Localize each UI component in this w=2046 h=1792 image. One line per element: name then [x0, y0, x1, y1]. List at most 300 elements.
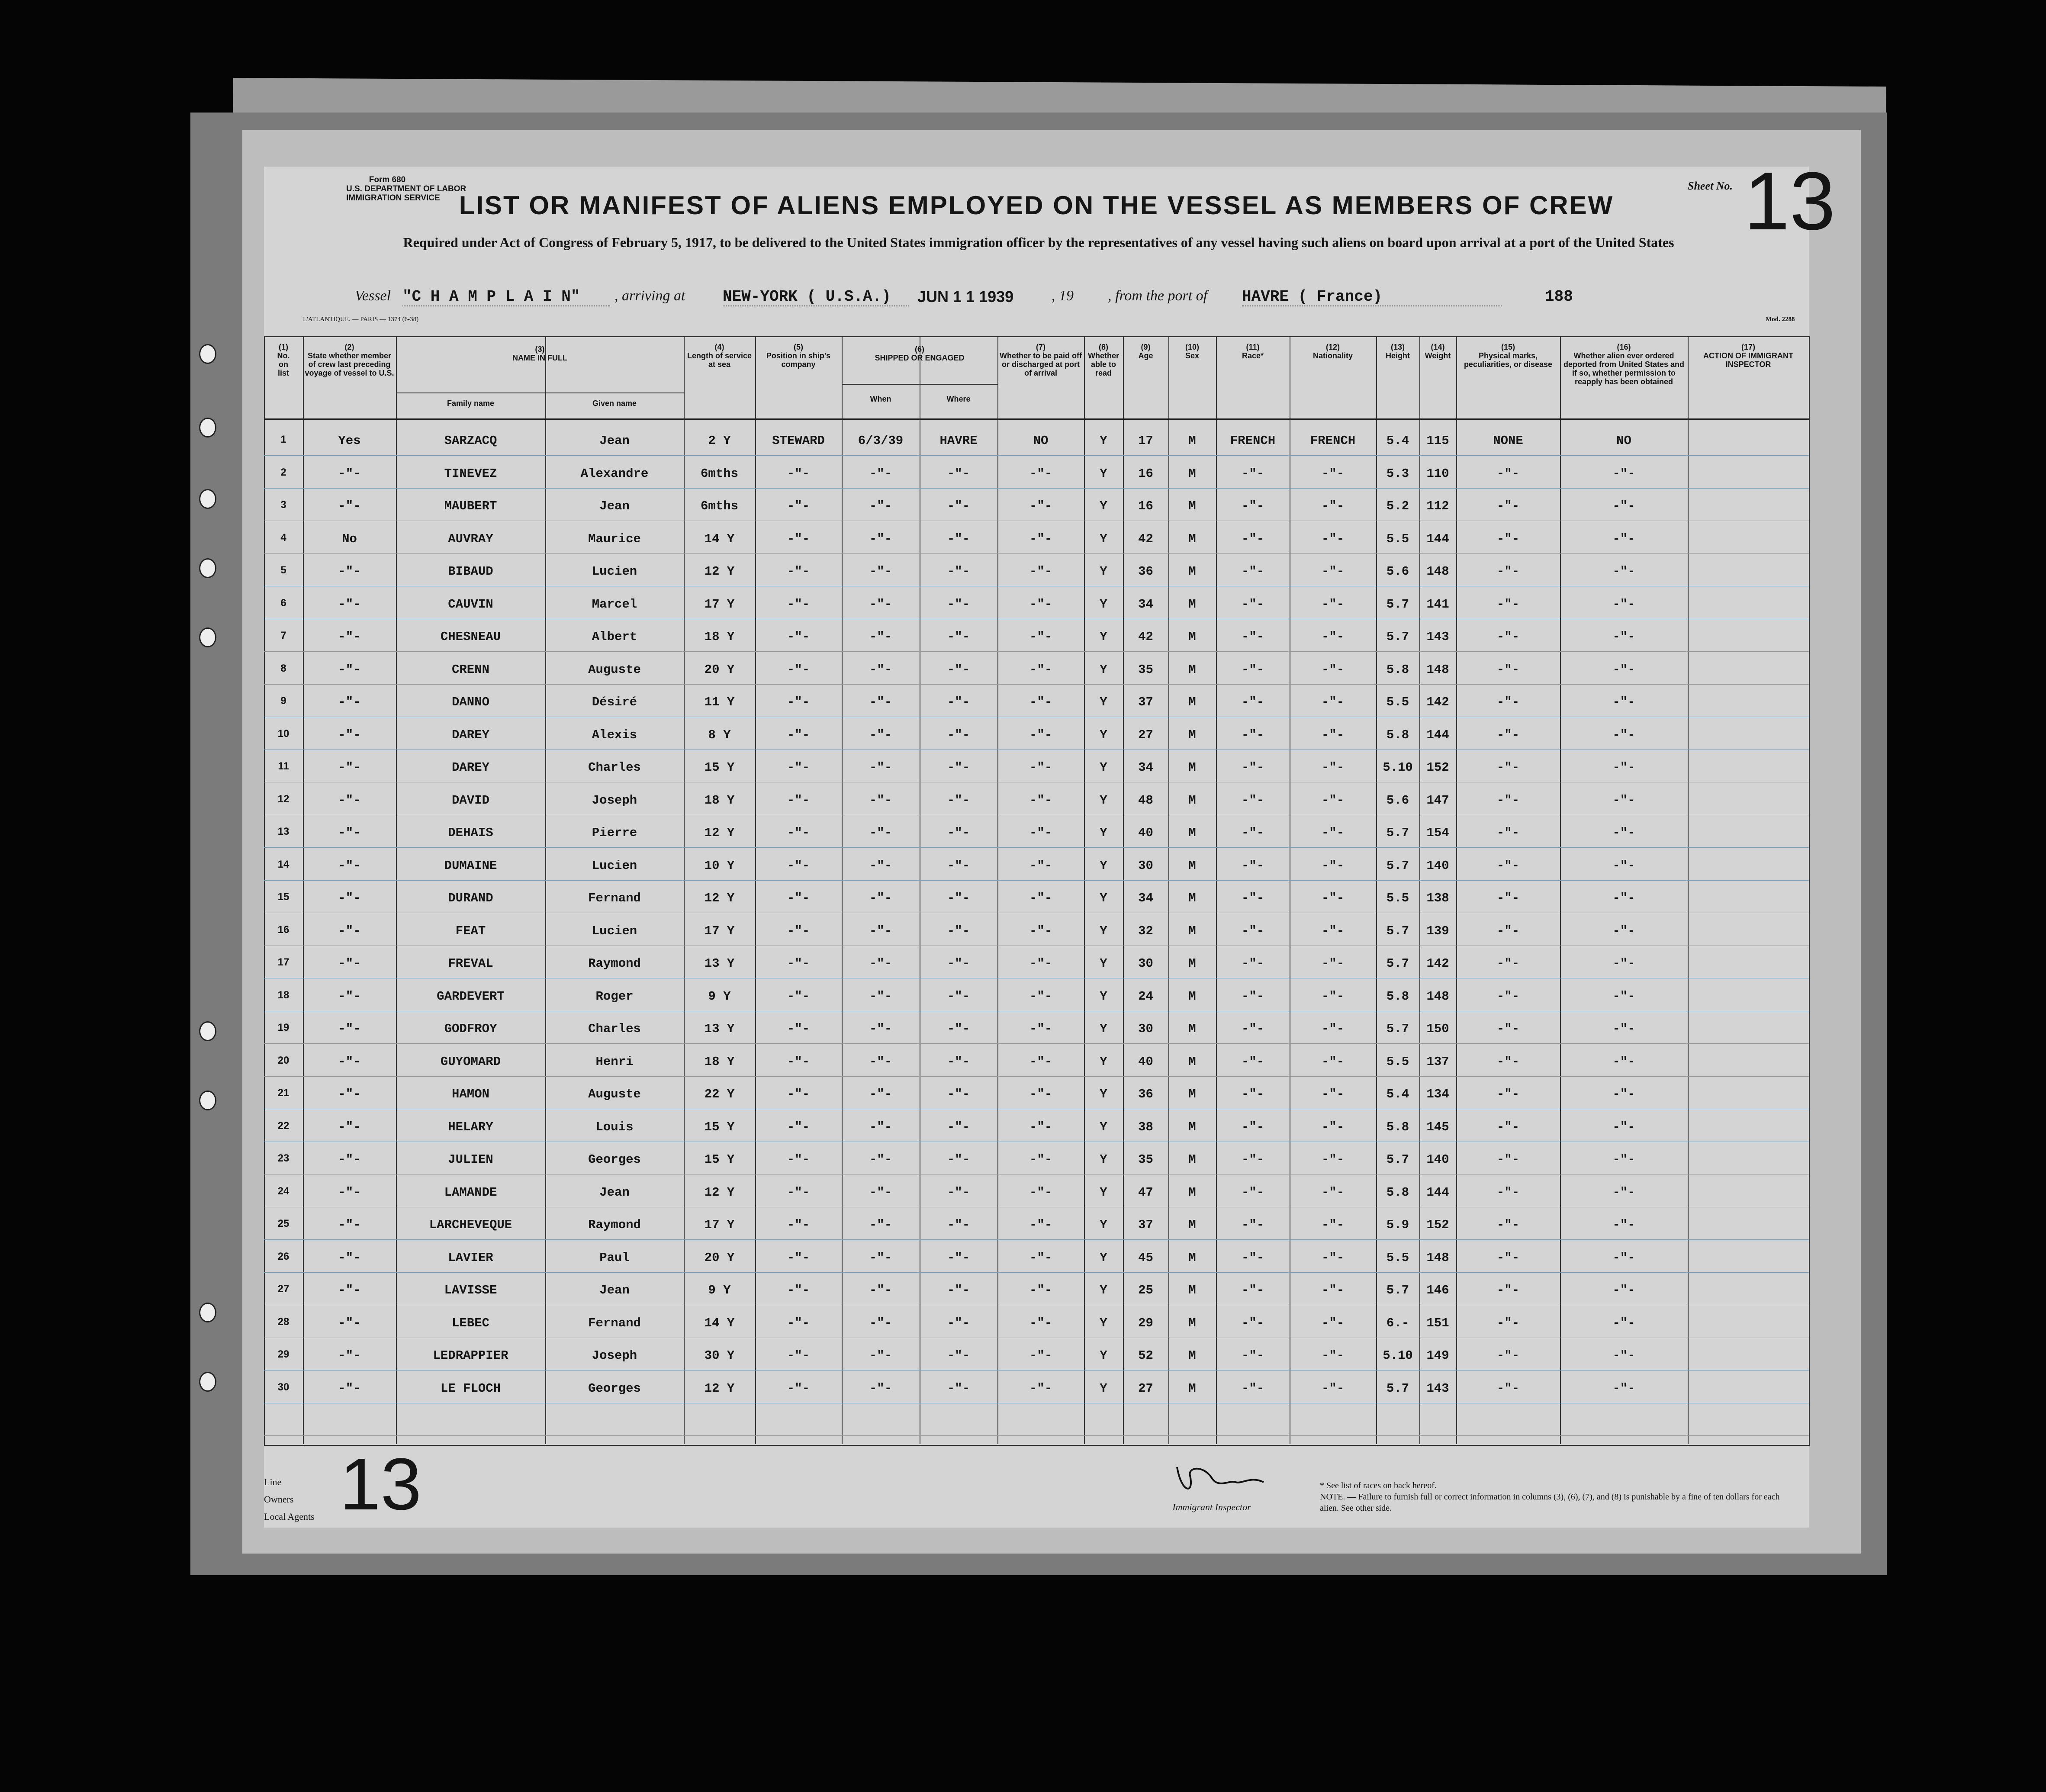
cell-height: 5.7	[1386, 1381, 1409, 1396]
cell-sex: M	[1188, 695, 1196, 709]
cell-height: 5.7	[1386, 630, 1409, 644]
cell-race: FRENCH	[1230, 434, 1276, 448]
footer-agents-label: Local Agents	[264, 1511, 315, 1522]
cell-given: Louis	[595, 1120, 634, 1134]
cell-when: -"-	[869, 1218, 892, 1232]
binder-hole	[199, 1372, 216, 1392]
cell-height: 5.7	[1386, 858, 1409, 873]
cell-family: LAVISSE	[444, 1283, 497, 1297]
cell-sex: M	[1188, 1185, 1196, 1200]
cell-when: -"-	[869, 956, 892, 971]
model-number: Mod. 2288	[1766, 316, 1795, 323]
cell-read: Y	[1100, 956, 1107, 971]
column-header-c5: (5) Position in ship's company	[766, 343, 831, 369]
cell-where: -"-	[947, 1283, 970, 1297]
cell-marks: -"-	[1496, 1218, 1520, 1232]
cell-deported: -"-	[1612, 466, 1635, 481]
cell-service: 8 Y	[708, 727, 731, 742]
cell-prev: -"-	[338, 826, 361, 840]
cell-family: DANNO	[451, 695, 489, 709]
cell-when: -"-	[869, 989, 892, 1004]
cell-age: 29	[1138, 1316, 1153, 1330]
column-header-c13: (13) Height	[1386, 343, 1410, 360]
cell-where: -"-	[947, 1152, 970, 1167]
cell-when: -"-	[869, 695, 892, 709]
cell-weight: 151	[1426, 1316, 1449, 1330]
cell-no: 12	[277, 793, 290, 805]
cell-weight: 115	[1426, 434, 1449, 448]
cell-no: 4	[280, 531, 286, 544]
cell-deported: -"-	[1612, 760, 1635, 775]
cell-age: 48	[1138, 793, 1153, 808]
cell-weight: 112	[1426, 499, 1449, 513]
cell-nat: -"-	[1321, 466, 1345, 481]
cell-when: -"-	[869, 630, 892, 644]
cell-race: -"-	[1241, 662, 1264, 677]
column-header-c4: (4) Length of service at sea	[687, 343, 752, 369]
cell-prev: Yes	[338, 434, 361, 448]
cell-paid: -"-	[1029, 1087, 1052, 1101]
cell-deported: -"-	[1612, 1316, 1635, 1330]
cell-paid: NO	[1033, 434, 1049, 448]
cell-where: -"-	[947, 1087, 970, 1101]
cell-no: 18	[277, 989, 290, 1001]
cell-when: -"-	[869, 793, 892, 808]
cell-family: GODFROY	[444, 1022, 497, 1036]
cell-weight: 110	[1426, 466, 1449, 481]
cell-marks: -"-	[1496, 1316, 1520, 1330]
cell-marks: -"-	[1496, 727, 1520, 742]
cell-marks: -"-	[1496, 466, 1520, 481]
form-number: Form 680	[369, 175, 406, 184]
cell-race: -"-	[1241, 1250, 1264, 1265]
cell-prev: -"-	[338, 597, 361, 611]
cell-race: -"-	[1241, 695, 1264, 709]
cell-position: -"-	[787, 760, 810, 775]
cell-where: HAVRE	[939, 434, 978, 448]
cell-weight: 147	[1426, 793, 1449, 808]
cell-nat: -"-	[1321, 1054, 1345, 1069]
cell-service: 30 Y	[704, 1348, 735, 1363]
cell-height: 5.8	[1386, 1120, 1409, 1134]
cell-service: 10 Y	[704, 858, 735, 873]
cell-position: -"-	[787, 891, 810, 905]
department: U.S. DEPARTMENT OF LABOR	[346, 184, 466, 193]
cell-where: -"-	[947, 989, 970, 1004]
cell-where: -"-	[947, 1250, 970, 1265]
cell-read: Y	[1100, 434, 1107, 448]
cell-sex: M	[1188, 1381, 1196, 1396]
ruled-line	[264, 847, 1809, 848]
cell-no: 27	[277, 1283, 290, 1295]
cell-read: Y	[1100, 695, 1107, 709]
cell-sex: M	[1188, 1054, 1196, 1069]
cell-when: -"-	[869, 760, 892, 775]
cell-read: Y	[1100, 1152, 1107, 1167]
cell-weight: 152	[1426, 760, 1449, 775]
cell-age: 25	[1138, 1283, 1153, 1297]
cell-nat: -"-	[1321, 499, 1345, 513]
cell-position: -"-	[787, 793, 810, 808]
cell-weight: 149	[1426, 1348, 1449, 1363]
cell-weight: 140	[1426, 1152, 1449, 1167]
ruled-line	[264, 1239, 1809, 1240]
cell-where: -"-	[947, 1185, 970, 1200]
cell-nat: -"-	[1321, 1152, 1345, 1167]
cell-marks: -"-	[1496, 531, 1520, 546]
cell-no: 10	[277, 727, 290, 740]
cell-marks: -"-	[1496, 1087, 1520, 1101]
cell-nat: -"-	[1321, 1185, 1345, 1200]
cell-family: AUVRAY	[448, 531, 493, 546]
cell-prev: -"-	[338, 1087, 361, 1101]
cell-service: 9 Y	[708, 989, 731, 1004]
cell-deported: -"-	[1612, 695, 1635, 709]
cell-race: -"-	[1241, 466, 1264, 481]
cell-read: Y	[1100, 826, 1107, 840]
cell-given: Auguste	[588, 1087, 641, 1101]
cell-read: Y	[1100, 1348, 1107, 1363]
cell-race: -"-	[1241, 1185, 1264, 1200]
cell-where: -"-	[947, 597, 970, 611]
cell-when: -"-	[869, 727, 892, 742]
cell-sex: M	[1188, 597, 1196, 611]
cell-weight: 143	[1426, 630, 1449, 644]
cell-nat: -"-	[1321, 564, 1345, 579]
cell-marks: -"-	[1496, 1250, 1520, 1265]
cell-sex: M	[1188, 1250, 1196, 1265]
cell-family: CRENN	[451, 662, 489, 677]
cell-prev: -"-	[338, 1250, 361, 1265]
cell-deported: -"-	[1612, 531, 1635, 546]
cell-no: 7	[280, 630, 286, 641]
cell-race: -"-	[1241, 1218, 1264, 1232]
cell-paid: -"-	[1029, 1152, 1052, 1167]
cell-age: 27	[1138, 727, 1153, 742]
cell-where: -"-	[947, 1218, 970, 1232]
cell-nat: -"-	[1321, 630, 1345, 644]
column-header-c8: (8) Whether able to read	[1088, 343, 1119, 377]
cell-family: GUYOMARD	[440, 1054, 501, 1069]
crew-table	[264, 336, 1809, 1444]
cell-family: LAMANDE	[444, 1185, 497, 1200]
cell-race: -"-	[1241, 793, 1264, 808]
cell-race: -"-	[1241, 956, 1264, 971]
cell-given: Georges	[588, 1381, 641, 1396]
cell-prev: -"-	[338, 1185, 361, 1200]
cell-race: -"-	[1241, 727, 1264, 742]
cell-paid: -"-	[1029, 858, 1052, 873]
cell-given: Roger	[595, 989, 634, 1004]
cell-position: -"-	[787, 1381, 810, 1396]
cell-given: Désiré	[592, 695, 637, 709]
cell-weight: 146	[1426, 1283, 1449, 1297]
cell-marks: -"-	[1496, 1348, 1520, 1363]
binder-hole	[199, 1303, 216, 1322]
cell-given: Fernand	[588, 1316, 641, 1330]
cell-position: -"-	[787, 695, 810, 709]
cell-read: Y	[1100, 1087, 1107, 1101]
cell-where: -"-	[947, 760, 970, 775]
cell-paid: -"-	[1029, 891, 1052, 905]
cell-marks: -"-	[1496, 956, 1520, 971]
footer-line-label: Line	[264, 1477, 282, 1487]
cell-no: 3	[280, 499, 286, 511]
cell-position: -"-	[787, 923, 810, 938]
cell-family: CAUVIN	[448, 597, 493, 611]
cell-nat: -"-	[1321, 695, 1345, 709]
cell-deported: NO	[1616, 434, 1631, 448]
cell-deported: -"-	[1612, 989, 1635, 1004]
column-header-c11: (11) Race*	[1242, 343, 1264, 360]
cell-race: -"-	[1241, 1087, 1264, 1101]
cell-nat: -"-	[1321, 858, 1345, 873]
cell-height: 5.7	[1386, 597, 1409, 611]
cell-race: -"-	[1241, 1283, 1264, 1297]
cell-position: -"-	[787, 662, 810, 677]
cell-read: Y	[1100, 1022, 1107, 1036]
cell-read: Y	[1100, 1054, 1107, 1069]
cell-age: 32	[1138, 923, 1153, 938]
cell-position: -"-	[787, 858, 810, 873]
cell-service: 18 Y	[704, 793, 735, 808]
cell-position: -"-	[787, 1250, 810, 1265]
cell-family: CHESNEAU	[440, 630, 501, 644]
cell-where: -"-	[947, 956, 970, 971]
cell-given: Marcel	[592, 597, 637, 611]
cell-nat: -"-	[1321, 826, 1345, 840]
binder-hole	[199, 418, 216, 438]
cell-paid: -"-	[1029, 695, 1052, 709]
cell-given: Lucien	[592, 564, 637, 579]
cell-where: -"-	[947, 1120, 970, 1134]
cell-race: -"-	[1241, 499, 1264, 513]
cell-marks: -"-	[1496, 989, 1520, 1004]
cell-age: 36	[1138, 564, 1153, 579]
cell-age: 52	[1138, 1348, 1153, 1363]
cell-paid: -"-	[1029, 793, 1052, 808]
cell-prev: -"-	[338, 760, 361, 775]
cell-family: JULIEN	[448, 1152, 493, 1167]
cell-marks: -"-	[1496, 858, 1520, 873]
cell-race: -"-	[1241, 1152, 1264, 1167]
cell-age: 27	[1138, 1381, 1153, 1396]
cell-when: -"-	[869, 1022, 892, 1036]
cell-sex: M	[1188, 1120, 1196, 1134]
cell-age: 35	[1138, 1152, 1153, 1167]
cell-height: 5.7	[1386, 1022, 1409, 1036]
cell-given: Jean	[599, 1283, 630, 1297]
column-header-c12: (12) Nationality	[1313, 343, 1353, 360]
cell-no: 26	[277, 1250, 290, 1262]
cell-deported: -"-	[1612, 858, 1635, 873]
cell-family: SARZACQ	[444, 434, 497, 448]
cell-height: 5.5	[1386, 695, 1409, 709]
cell-position: -"-	[787, 499, 810, 513]
cell-given: Pierre	[592, 826, 637, 840]
cell-weight: 148	[1426, 564, 1449, 579]
cell-prev: -"-	[338, 1120, 361, 1134]
cell-nat: -"-	[1321, 1316, 1345, 1330]
cell-weight: 152	[1426, 1218, 1449, 1232]
cell-service: 15 Y	[704, 760, 735, 775]
cell-position: -"-	[787, 597, 810, 611]
column-header-c7: (7) Whether to be paid off or discharged at port of arrival	[1000, 343, 1082, 377]
cell-read: Y	[1100, 1120, 1107, 1134]
cell-family: TINEVEZ	[444, 466, 497, 481]
cell-deported: -"-	[1612, 1218, 1635, 1232]
cell-when: -"-	[869, 564, 892, 579]
cell-when: -"-	[869, 531, 892, 546]
cell-height: 5.4	[1386, 1087, 1409, 1101]
cell-deported: -"-	[1612, 630, 1635, 644]
cell-prev: -"-	[338, 793, 361, 808]
cell-given: Charles	[588, 1022, 641, 1036]
cell-where: -"-	[947, 826, 970, 840]
column-header-c16: (16) Whether alien ever ordered deported from United States and if so, whether permission to reapply has been obtained	[1563, 343, 1685, 386]
cell-read: Y	[1100, 630, 1107, 644]
cell-no: 15	[277, 891, 290, 903]
cell-when: -"-	[869, 466, 892, 481]
manifest-number: 188	[1545, 288, 1573, 306]
from-port-label: , from the port of	[1108, 288, 1208, 304]
cell-weight: 150	[1426, 1022, 1449, 1036]
cell-family: DAREY	[451, 727, 489, 742]
cell-read: Y	[1100, 727, 1107, 742]
cell-read: Y	[1100, 466, 1107, 481]
cell-no: 29	[277, 1348, 290, 1360]
cell-sex: M	[1188, 434, 1196, 448]
column-header-c10: (10) Sex	[1185, 343, 1200, 360]
cell-marks: -"-	[1496, 826, 1520, 840]
cell-deported: -"-	[1612, 1120, 1635, 1134]
cell-prev: -"-	[338, 956, 361, 971]
cell-nat: -"-	[1321, 1022, 1345, 1036]
cell-position: -"-	[787, 1120, 810, 1134]
cell-height: 5.2	[1386, 499, 1409, 513]
cell-marks: -"-	[1496, 923, 1520, 938]
cell-marks: -"-	[1496, 1185, 1520, 1200]
cell-when: -"-	[869, 1087, 892, 1101]
cell-prev: -"-	[338, 695, 361, 709]
cell-when: -"-	[869, 1054, 892, 1069]
column-header-c15: (15) Physical marks, peculiarities, or disease	[1464, 343, 1553, 369]
cell-nat: -"-	[1321, 891, 1345, 905]
cell-given: Charles	[588, 760, 641, 775]
cell-sex: M	[1188, 1218, 1196, 1232]
ruled-line	[264, 1435, 1809, 1436]
inspector-label: Immigrant Inspector	[1172, 1502, 1251, 1512]
cell-age: 38	[1138, 1120, 1153, 1134]
cell-sex: M	[1188, 956, 1196, 971]
cell-family: GARDEVERT	[437, 989, 505, 1004]
cell-prev: -"-	[338, 858, 361, 873]
column-header-c1: (1) No. on list	[277, 343, 290, 377]
ruled-line	[264, 684, 1809, 685]
cell-family: FREVAL	[448, 956, 493, 971]
cell-age: 42	[1138, 630, 1153, 644]
cell-where: -"-	[947, 1316, 970, 1330]
ruled-line	[264, 1076, 1809, 1077]
cell-position: -"-	[787, 956, 810, 971]
binder-hole	[199, 558, 216, 578]
cell-position: -"-	[787, 1054, 810, 1069]
cell-no: 1	[280, 434, 286, 445]
cell-nat: -"-	[1321, 923, 1345, 938]
cell-weight: 148	[1426, 1250, 1449, 1265]
cell-where: -"-	[947, 499, 970, 513]
cell-age: 30	[1138, 858, 1153, 873]
cell-no: 30	[277, 1381, 290, 1393]
cell-sex: M	[1188, 727, 1196, 742]
cell-sex: M	[1188, 564, 1196, 579]
cell-height: 5.7	[1386, 956, 1409, 971]
arriving-label: , arriving at	[614, 288, 685, 304]
cell-position: -"-	[787, 989, 810, 1004]
cell-no: 19	[277, 1022, 290, 1033]
cell-paid: -"-	[1029, 597, 1052, 611]
cell-service: 12 Y	[704, 564, 735, 579]
cell-service: 13 Y	[704, 956, 735, 971]
cell-weight: 144	[1426, 1185, 1449, 1200]
cell-read: Y	[1100, 662, 1107, 677]
cell-height: 5.7	[1386, 923, 1409, 938]
cell-height: 5.5	[1386, 891, 1409, 905]
binder-hole	[199, 344, 216, 364]
cell-nat: -"-	[1321, 531, 1345, 546]
cell-marks: NONE	[1493, 434, 1523, 448]
cell-read: Y	[1100, 923, 1107, 938]
cell-no: 25	[277, 1218, 290, 1229]
cell-where: -"-	[947, 531, 970, 546]
cell-age: 30	[1138, 1022, 1153, 1036]
cell-sex: M	[1188, 1022, 1196, 1036]
cell-height: 5.7	[1386, 1152, 1409, 1167]
cell-deported: -"-	[1612, 727, 1635, 742]
cell-height: 5.3	[1386, 466, 1409, 481]
cell-prev: -"-	[338, 1348, 361, 1363]
cell-paid: -"-	[1029, 1120, 1052, 1134]
cell-weight: 145	[1426, 1120, 1449, 1134]
cell-where: -"-	[947, 662, 970, 677]
vessel-name: "C H A M P L A I N"	[402, 288, 610, 306]
cell-family: LEDRAPPIER	[433, 1348, 508, 1363]
cell-paid: -"-	[1029, 760, 1052, 775]
cell-sex: M	[1188, 1348, 1196, 1363]
cell-no: 14	[277, 858, 290, 870]
cell-deported: -"-	[1612, 923, 1635, 938]
penalty-note: NOTE. — Failure to furnish full or correct information in columns (3), (6), (7), and (8) is punishable by a fine of ten dollars for each alien. See other side.	[1320, 1492, 1780, 1513]
cell-height: 5.5	[1386, 1250, 1409, 1265]
cell-race: -"-	[1241, 891, 1264, 905]
cell-where: -"-	[947, 1054, 970, 1069]
cell-where: -"-	[947, 858, 970, 873]
cell-given: Lucien	[592, 858, 637, 873]
cell-deported: -"-	[1612, 891, 1635, 905]
cell-age: 40	[1138, 1054, 1153, 1069]
cell-service: 18 Y	[704, 630, 735, 644]
cell-height: 5.8	[1386, 1185, 1409, 1200]
cell-no: 20	[277, 1054, 290, 1066]
cell-read: Y	[1100, 1218, 1107, 1232]
cell-deported: -"-	[1612, 1152, 1635, 1167]
ruled-line	[264, 553, 1809, 554]
cell-weight: 154	[1426, 826, 1449, 840]
cell-nat: -"-	[1321, 1120, 1345, 1134]
cell-race: -"-	[1241, 1054, 1264, 1069]
cell-prev: -"-	[338, 923, 361, 938]
cell-paid: -"-	[1029, 531, 1052, 546]
